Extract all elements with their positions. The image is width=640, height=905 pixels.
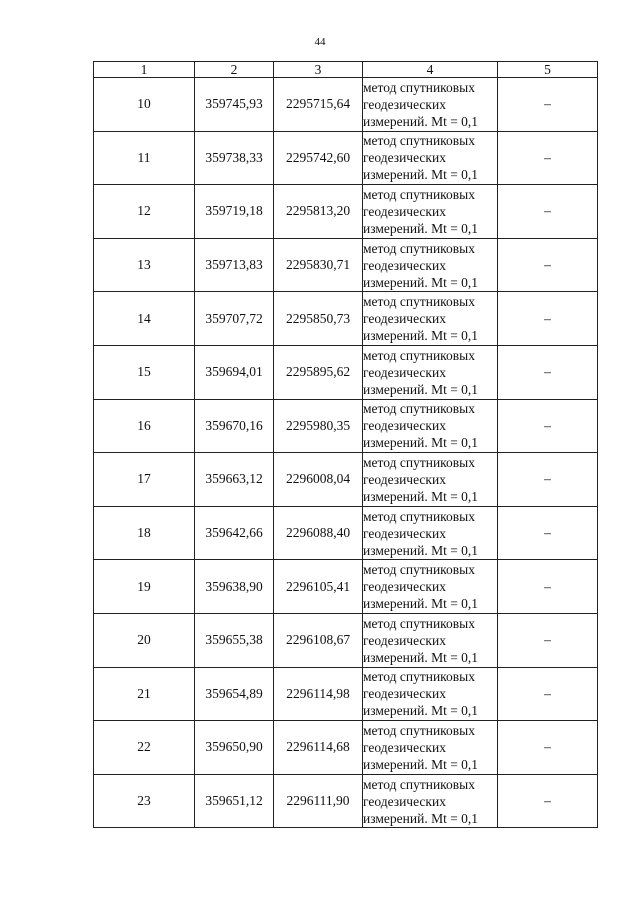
table-row	[94, 721, 598, 775]
method-line: измерений. Mt = 0,1	[363, 113, 479, 129]
point-number: 20	[94, 613, 195, 667]
method-cell	[363, 399, 498, 453]
method-line: измерений. Mt = 0,1	[363, 649, 479, 665]
note-cell: –	[498, 613, 598, 667]
method-line: геодезических	[363, 203, 446, 219]
note-cell: –	[498, 131, 598, 185]
table-body	[94, 78, 598, 828]
note-cell: –	[498, 560, 598, 614]
coordinate-x: 359650,90	[195, 721, 274, 775]
coordinate-y: 2295813,20	[274, 185, 363, 239]
point-number: 17	[94, 453, 195, 507]
table-row	[94, 613, 598, 667]
point-number: 22	[94, 721, 195, 775]
point-number: 19	[94, 560, 195, 614]
coordinate-x: 359719,18	[195, 185, 274, 239]
coordinate-x: 359707,72	[195, 292, 274, 346]
method-line: метод спутниковых	[363, 347, 475, 363]
method-line: геодезических	[363, 364, 446, 380]
method-line: измерений. Mt = 0,1	[363, 703, 479, 719]
note-cell: –	[498, 774, 598, 828]
coordinate-x: 359642,66	[195, 506, 274, 560]
method-line: геодезических	[363, 257, 446, 273]
table-row	[94, 238, 598, 292]
method-line: измерений. Mt = 0,1	[363, 220, 479, 236]
table-row	[94, 292, 598, 346]
method-line: метод спутниковых	[363, 722, 475, 738]
method-line: метод спутниковых	[363, 562, 475, 578]
column-header-1: 1	[94, 62, 195, 78]
point-number: 21	[94, 667, 195, 721]
table-row	[94, 774, 598, 828]
method-line: измерений. Mt = 0,1	[363, 542, 479, 558]
method-line: измерений. Mt = 0,1	[363, 756, 479, 772]
coordinate-x: 359713,83	[195, 238, 274, 292]
method-line: метод спутниковых	[363, 133, 475, 149]
coordinate-x: 359694,01	[195, 345, 274, 399]
table-row	[94, 667, 598, 721]
method-line: метод спутниковых	[363, 240, 475, 256]
table-row	[94, 185, 598, 239]
note-cell: –	[498, 399, 598, 453]
point-number: 15	[94, 345, 195, 399]
method-cell	[363, 774, 498, 828]
method-cell	[363, 185, 498, 239]
point-number: 13	[94, 238, 195, 292]
point-number: 16	[94, 399, 195, 453]
method-line: геодезических	[363, 311, 446, 327]
method-line: измерений. Mt = 0,1	[363, 488, 479, 504]
coordinate-x: 359745,93	[195, 78, 274, 132]
method-line: метод спутниковых	[363, 508, 475, 524]
method-line: измерений. Mt = 0,1	[363, 435, 479, 451]
table-row	[94, 560, 598, 614]
note-cell: –	[498, 667, 598, 721]
method-cell	[363, 453, 498, 507]
column-header-3: 3	[274, 62, 363, 78]
method-line: измерений. Mt = 0,1	[363, 596, 479, 612]
method-line: геодезических	[363, 96, 446, 112]
note-cell: –	[498, 721, 598, 775]
coordinate-y: 2296108,67	[274, 613, 363, 667]
method-line: измерений. Mt = 0,1	[363, 381, 479, 397]
method-line: геодезических	[363, 150, 446, 166]
method-line: измерений. Mt = 0,1	[363, 328, 479, 344]
method-line: метод спутниковых	[363, 79, 475, 95]
note-cell: –	[498, 453, 598, 507]
method-line: метод спутниковых	[363, 401, 475, 417]
coordinate-x: 359663,12	[195, 453, 274, 507]
coordinate-y: 2295715,64	[274, 78, 363, 132]
coordinate-x: 359738,33	[195, 131, 274, 185]
coordinate-x: 359655,38	[195, 613, 274, 667]
method-line: геодезических	[363, 579, 446, 595]
coordinate-x: 359654,89	[195, 667, 274, 721]
table-row	[94, 78, 598, 132]
point-number: 12	[94, 185, 195, 239]
method-cell	[363, 292, 498, 346]
note-cell: –	[498, 185, 598, 239]
point-number: 10	[94, 78, 195, 132]
point-number: 11	[94, 131, 195, 185]
method-line: измерений. Mt = 0,1	[363, 167, 479, 183]
coordinate-y: 2295742,60	[274, 131, 363, 185]
note-cell: –	[498, 292, 598, 346]
page-number: 44	[314, 36, 326, 48]
coordinate-y: 2296114,98	[274, 667, 363, 721]
coordinate-y: 2296105,41	[274, 560, 363, 614]
table-row	[94, 506, 598, 560]
method-cell	[363, 131, 498, 185]
method-line: метод спутниковых	[363, 186, 475, 202]
coordinate-y: 2295830,71	[274, 238, 363, 292]
point-number: 14	[94, 292, 195, 346]
method-cell	[363, 238, 498, 292]
point-number: 18	[94, 506, 195, 560]
column-header-2: 2	[195, 62, 274, 78]
coordinate-y: 2296114,68	[274, 721, 363, 775]
method-line: метод спутниковых	[363, 615, 475, 631]
method-line: измерений. Mt = 0,1	[363, 274, 479, 290]
method-line: метод спутниковых	[363, 454, 475, 470]
method-cell	[363, 667, 498, 721]
method-line: геодезических	[363, 471, 446, 487]
note-cell: –	[498, 238, 598, 292]
column-header-5: 5	[498, 62, 598, 78]
note-cell: –	[498, 78, 598, 132]
method-cell	[363, 78, 498, 132]
coordinate-x: 359670,16	[195, 399, 274, 453]
coordinate-x: 359638,90	[195, 560, 274, 614]
method-line: метод спутниковых	[363, 776, 475, 792]
note-cell: –	[498, 345, 598, 399]
method-line: геодезических	[363, 686, 446, 702]
table-row	[94, 453, 598, 507]
coordinate-y: 2295895,62	[274, 345, 363, 399]
method-line: геодезических	[363, 632, 446, 648]
method-line: метод спутниковых	[363, 294, 475, 310]
table-header-row	[94, 62, 598, 78]
coordinate-y: 2296088,40	[274, 506, 363, 560]
coordinate-x: 359651,12	[195, 774, 274, 828]
coordinate-y: 2295850,73	[274, 292, 363, 346]
point-number: 23	[94, 774, 195, 828]
method-cell	[363, 613, 498, 667]
method-line: геодезических	[363, 793, 446, 809]
method-line: геодезических	[363, 418, 446, 434]
method-line: геодезических	[363, 739, 446, 755]
table-row	[94, 345, 598, 399]
method-line: измерений. Mt = 0,1	[363, 810, 479, 826]
table-row	[94, 131, 598, 185]
coordinates-table	[93, 61, 598, 828]
method-cell	[363, 560, 498, 614]
method-line: геодезических	[363, 525, 446, 541]
method-cell	[363, 345, 498, 399]
coordinate-y: 2296111,90	[274, 774, 363, 828]
note-cell: –	[498, 506, 598, 560]
coordinate-y: 2295980,35	[274, 399, 363, 453]
column-header-4: 4	[363, 62, 498, 78]
table-row	[94, 399, 598, 453]
coordinate-y: 2296008,04	[274, 453, 363, 507]
method-line: метод спутниковых	[363, 669, 475, 685]
method-cell	[363, 721, 498, 775]
method-cell	[363, 506, 498, 560]
